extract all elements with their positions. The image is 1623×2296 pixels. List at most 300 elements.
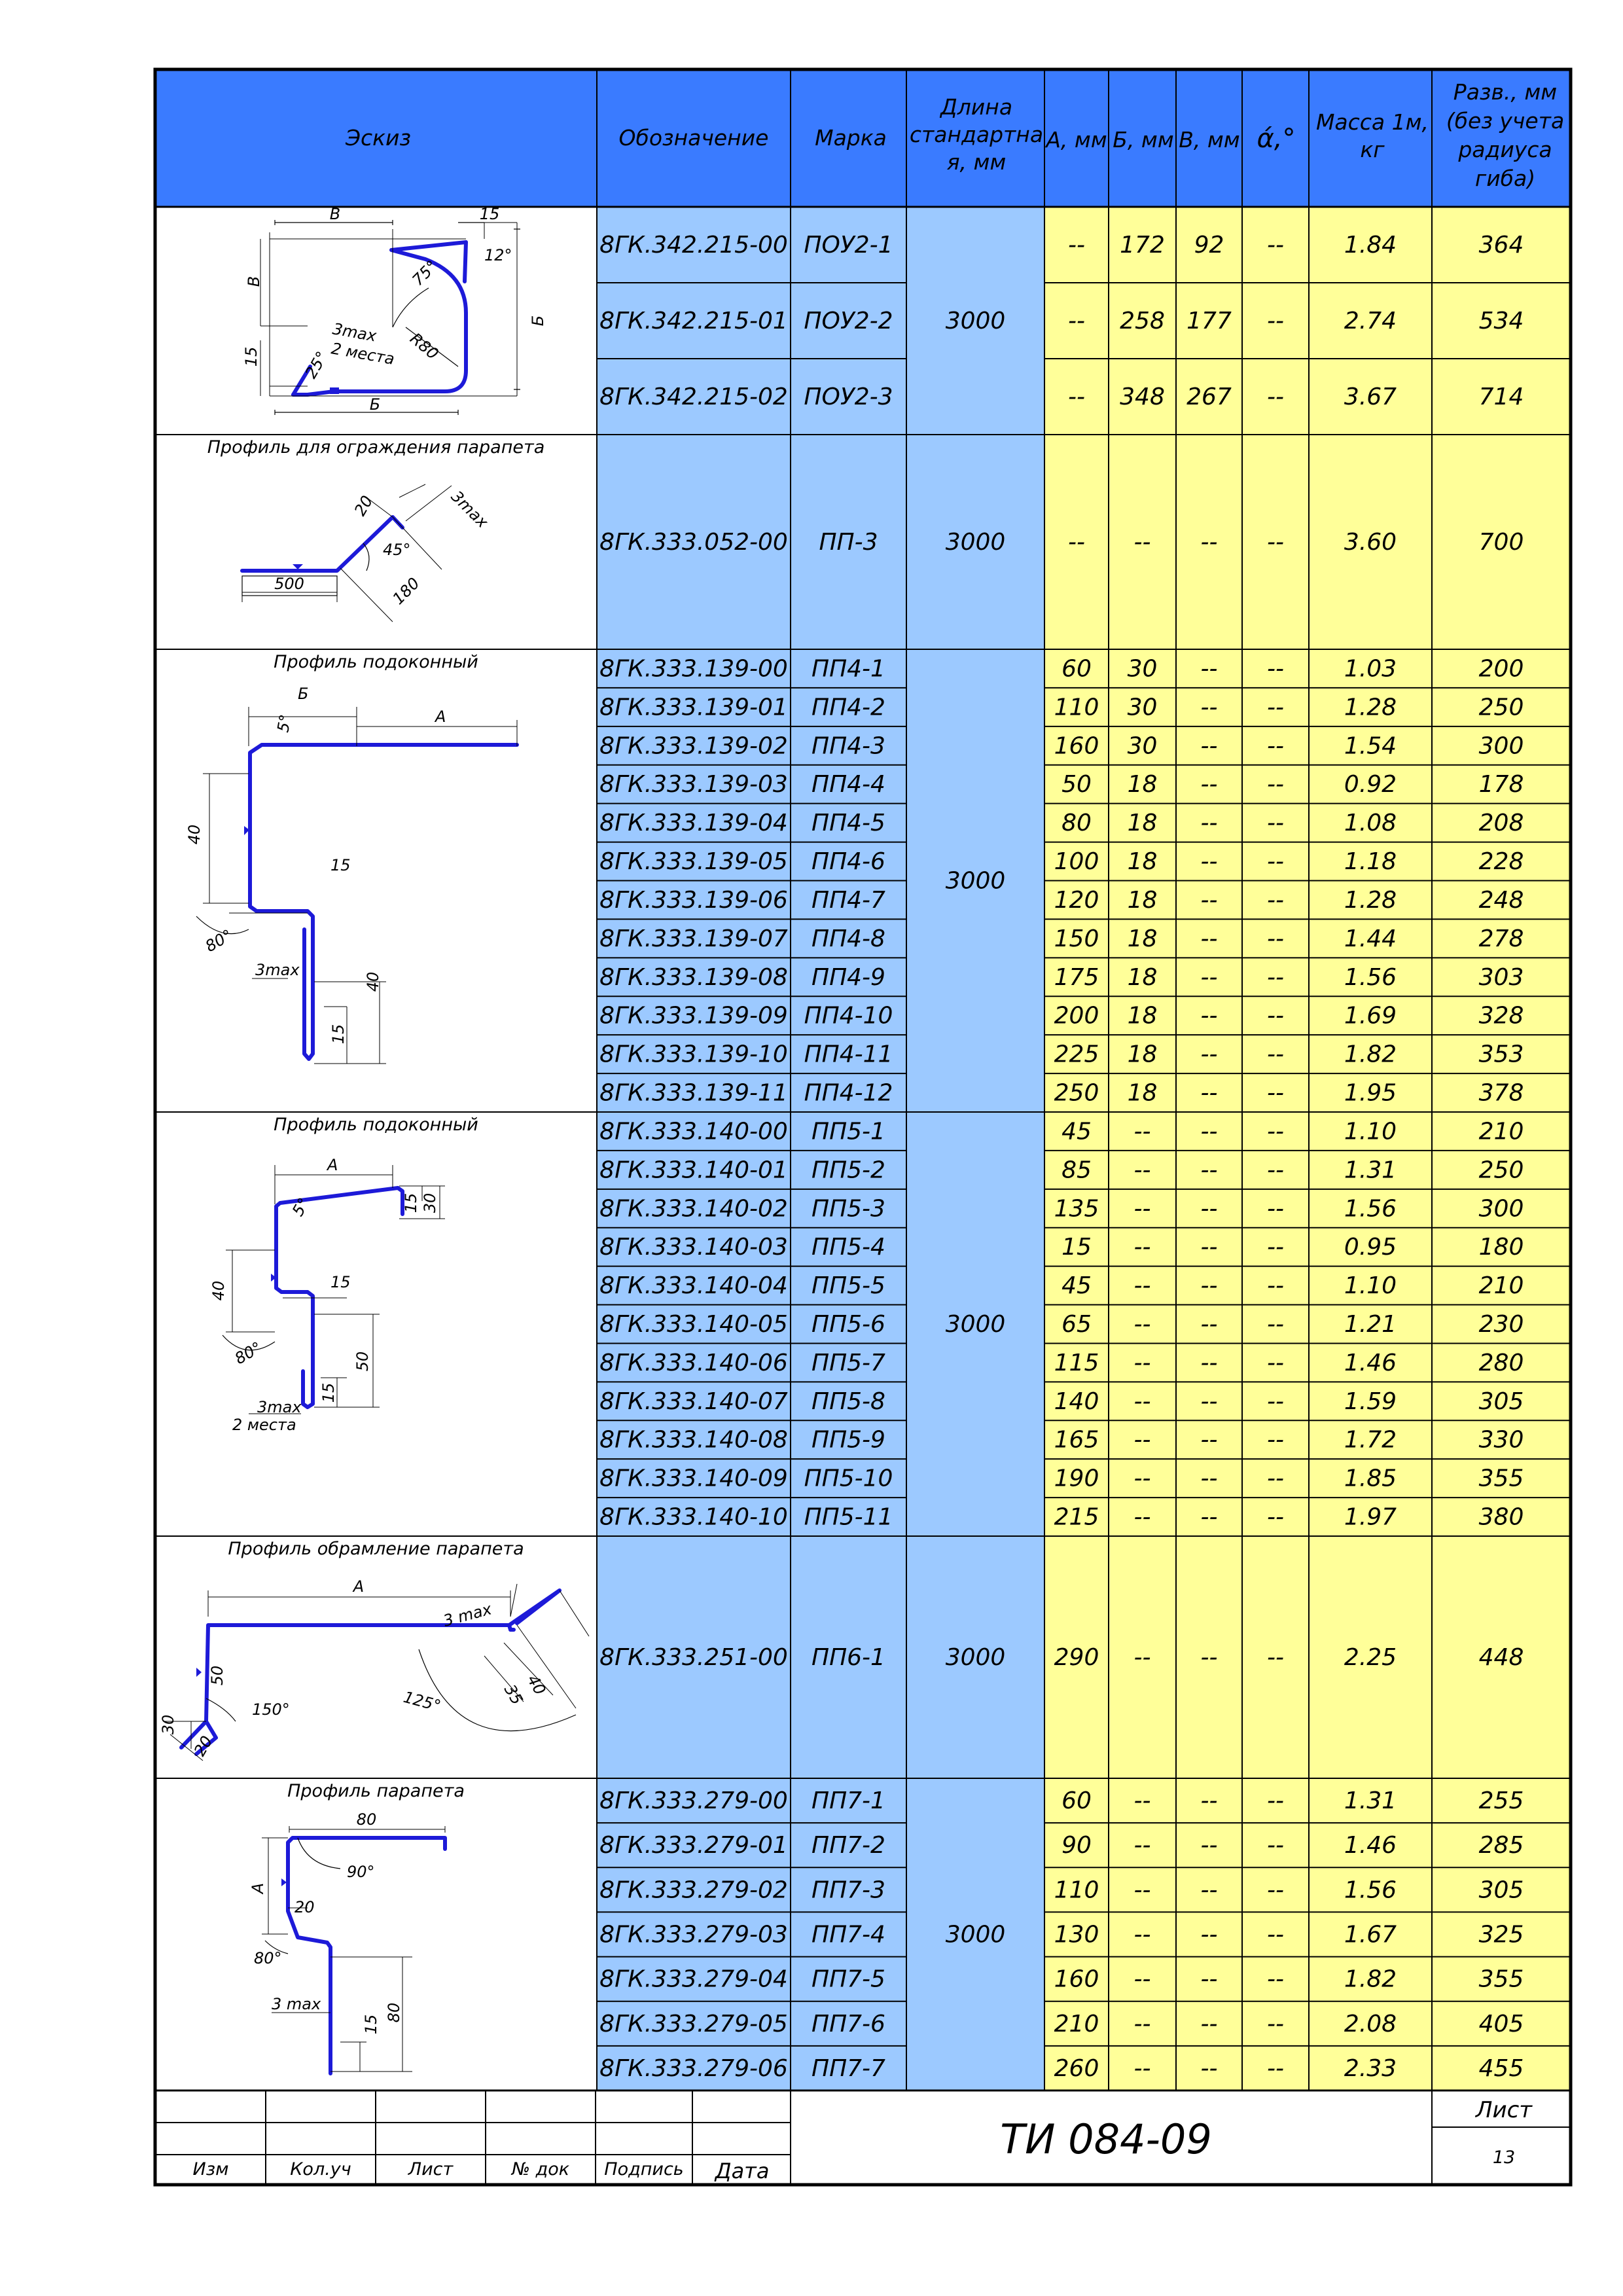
cell-v: -- [1200, 2054, 1218, 2082]
cell-a: 130 [1054, 1921, 1099, 1948]
cell-angle: -- [1267, 1311, 1284, 1338]
cell-v: -- [1200, 694, 1218, 721]
header-mass: Масса 1м, кг [1315, 109, 1429, 162]
cell-b: -- [1133, 2010, 1151, 2037]
dim-20: 20 [350, 492, 377, 519]
cell-angle: -- [1267, 1787, 1284, 1815]
cell-v: -- [1200, 1195, 1218, 1223]
cell-razv: 178 [1478, 771, 1524, 798]
sketch-pp7 [249, 1810, 445, 2073]
cell-b: -- [1133, 1234, 1151, 1261]
cell-code: 8ГК.333.279-04 [599, 1965, 788, 1993]
cell-a: 135 [1054, 1195, 1099, 1223]
cell-v: -- [1200, 2010, 1218, 2037]
cell-razv: 208 [1478, 810, 1524, 837]
dim-3max: 3max [447, 487, 492, 532]
dim-35: 35 [500, 1681, 527, 1708]
cell-a: 120 [1054, 886, 1099, 914]
cell-code: 8ГК.333.139-01 [599, 694, 788, 721]
cell-b: -- [1133, 2054, 1151, 2082]
header-razv: Разв., мм (без учета радиуса гиба) [1446, 79, 1565, 191]
cell-mark: ПП4-7 [812, 886, 885, 914]
cell-angle: -- [1267, 2054, 1284, 2082]
cell-v: -- [1200, 1787, 1218, 1815]
cell-v: -- [1200, 810, 1218, 837]
angle-arc [363, 543, 369, 571]
cell-mass: 1.82 [1344, 1041, 1397, 1068]
sketch-pp3 [242, 484, 492, 622]
sheet-label: Лист [1475, 2097, 1533, 2123]
cell-b: -- [1133, 1272, 1151, 1300]
cell-v: -- [1200, 886, 1218, 914]
cell-mass: 1.28 [1344, 694, 1397, 721]
cell-v: -- [1200, 732, 1218, 760]
dim-v-side: В [245, 276, 263, 287]
cell-a: 250 [1054, 1079, 1099, 1107]
cell-razv: 210 [1478, 1272, 1524, 1300]
cell-code: 8ГК.333.140-06 [599, 1349, 788, 1376]
cell-mark: ПП4-6 [812, 848, 885, 876]
cell-razv: 180 [1478, 1234, 1524, 1261]
cell-b: -- [1133, 1965, 1151, 1993]
tb-col-ndok: № док [511, 2159, 570, 2179]
cell-code: 8ГК.333.279-02 [599, 1876, 788, 1904]
dim-r80: R80 [406, 329, 442, 363]
header-b: Б, мм [1113, 127, 1174, 152]
dim-15: 15 [330, 856, 351, 874]
cell-mark: ПОУ2-2 [804, 308, 893, 334]
dim-b-bottom: Б [369, 395, 381, 414]
cell-code: 8ГК.333.279-06 [599, 2054, 788, 2082]
header-code: Обозначение [618, 125, 769, 151]
cell-mass: 1.72 [1344, 1426, 1397, 1454]
cell-mass: 1.31 [1344, 1157, 1397, 1184]
cell-angle: -- [1267, 1426, 1284, 1454]
cell-mass: 1.67 [1344, 1921, 1397, 1948]
angle-arc-150 [206, 1698, 236, 1721]
cell-v: -- [1200, 1041, 1218, 1068]
sketch-caption: Профиль парапета [287, 1781, 465, 1801]
cell-code: 8ГК.333.140-00 [599, 1118, 788, 1145]
cell-v: -- [1200, 1157, 1218, 1184]
cell-angle: -- [1267, 771, 1284, 798]
cell-mass: 0.95 [1344, 1234, 1397, 1261]
cell-length: 3000 [945, 1644, 1006, 1671]
cell-mark: ПП7-7 [812, 2054, 885, 2082]
angle-arc [393, 288, 429, 327]
dim-a: А [249, 1882, 267, 1894]
cell-length: 3000 [945, 867, 1006, 895]
cell-a: 115 [1054, 1349, 1099, 1376]
header-angle: ά,° [1257, 124, 1296, 154]
cell-angle: -- [1267, 1921, 1284, 1948]
cell-v: -- [1200, 1644, 1218, 1671]
dim-b: Б [298, 685, 309, 703]
sheet-number: 13 [1492, 2147, 1516, 2168]
cell-razv: 380 [1478, 1503, 1524, 1531]
dim-lines [260, 223, 517, 396]
cell-mark: ПП5-6 [812, 1311, 885, 1338]
cell-mark: ПП5-10 [804, 1465, 893, 1492]
cell-razv: 700 [1478, 529, 1524, 556]
cell-razv: 330 [1478, 1426, 1524, 1454]
dim-3max: 3max [255, 961, 300, 979]
cell-b: -- [1133, 1157, 1151, 1184]
cell-v: -- [1200, 963, 1218, 991]
cell-code: 8ГК.333.139-05 [599, 848, 788, 876]
cell-mark: ПП4-3 [812, 732, 885, 760]
dim-2places: 2 места [329, 339, 396, 368]
cell-razv: 455 [1478, 2054, 1524, 2082]
cell-a: 80 [1061, 810, 1092, 837]
sketch-caption: Профиль подоконный [274, 652, 478, 672]
dim-50: 50 [353, 1351, 372, 1372]
cell-angle: -- [1267, 1349, 1284, 1376]
cell-code: 8ГК.333.139-10 [599, 1041, 788, 1068]
dim-30: 30 [159, 1714, 177, 1735]
dim-15a: 15 [402, 1193, 420, 1213]
cell-code: 8ГК.333.139-09 [599, 1002, 788, 1030]
dim-v-top: В [329, 205, 341, 223]
cell-code: 8ГК.333.140-08 [599, 1426, 788, 1454]
cell-a: 50 [1061, 771, 1092, 798]
cell-mark: ПП4-12 [804, 1079, 893, 1107]
cell-code: 8ГК.342.215-02 [599, 384, 788, 410]
cell-a: 210 [1054, 2010, 1099, 2037]
cell-b: 30 [1127, 694, 1158, 721]
cell-v: 92 [1194, 232, 1224, 259]
cell-razv: 228 [1478, 848, 1524, 876]
cell-razv: 303 [1478, 963, 1524, 991]
cell-v: -- [1200, 1465, 1218, 1492]
cell-code: 8ГК.342.215-01 [599, 308, 788, 334]
dim-40b: 40 [364, 971, 382, 992]
cell-a: 290 [1054, 1644, 1099, 1671]
cell-code: 8ГК.333.139-03 [599, 771, 788, 798]
cell-code: 8ГК.333.139-08 [599, 963, 788, 991]
dim-15: 15 [362, 2014, 380, 2035]
tb-col-podpis: Подпись [604, 2159, 684, 2179]
cell-angle: -- [1267, 1465, 1284, 1492]
cell-angle: -- [1267, 1118, 1284, 1145]
cell-code: 8ГК.333.279-03 [599, 1921, 788, 1948]
cell-a: 65 [1061, 1311, 1092, 1338]
profile-line [250, 745, 517, 1059]
dim-a: А [435, 708, 446, 726]
cell-mass: 1.84 [1344, 232, 1397, 259]
dim-150deg: 150° [252, 1700, 290, 1719]
cell-angle: -- [1267, 1644, 1284, 1671]
cell-mass: 1.10 [1344, 1272, 1397, 1300]
cell-mass: 3.67 [1344, 384, 1397, 410]
cell-v: -- [1200, 1002, 1218, 1030]
dim-5deg: 5° [274, 713, 295, 734]
cell-mark: ПП7-4 [812, 1921, 885, 1948]
dim-50: 50 [208, 1665, 226, 1686]
cell-razv: 250 [1478, 1157, 1524, 1184]
profile-top-lip [465, 242, 466, 281]
cell-code: 8ГК.333.139-11 [599, 1079, 788, 1107]
cell-b: 18 [1127, 848, 1158, 876]
cell-angle: -- [1267, 886, 1284, 914]
cell-a: -- [1068, 529, 1085, 556]
cell-a: 100 [1054, 848, 1099, 876]
cell-angle: -- [1267, 1272, 1284, 1300]
cell-a: 85 [1061, 1157, 1092, 1184]
dim-80deg: 80° [202, 925, 236, 956]
cell-razv: 355 [1478, 1965, 1524, 1993]
cell-angle: -- [1267, 1388, 1284, 1415]
cell-b: -- [1133, 1921, 1151, 1948]
dim-180: 180 [389, 574, 423, 609]
cell-a: 165 [1054, 1426, 1099, 1454]
cell-mass: 1.97 [1344, 1503, 1397, 1531]
cell-b: -- [1133, 1832, 1151, 1859]
dim-3max: 3max [330, 319, 378, 346]
doc-number: ТИ 084-09 [1000, 2115, 1212, 2163]
tb-col-koluch: Кол.уч [290, 2159, 351, 2179]
cell-b: 172 [1120, 232, 1165, 259]
tb-col-izm: Изм [192, 2159, 229, 2179]
cell-razv: 250 [1478, 694, 1524, 721]
header-sketch: Эскиз [345, 125, 412, 151]
cell-a: 160 [1054, 732, 1099, 760]
dim-20: 20 [190, 1732, 217, 1759]
cell-mark: ПП5-7 [812, 1349, 885, 1376]
dim-45deg: 45° [383, 541, 411, 559]
cell-razv: 210 [1478, 1118, 1524, 1145]
sketch-pp4 [185, 685, 517, 1064]
cell-a: 110 [1054, 694, 1099, 721]
cell-b: -- [1133, 1195, 1151, 1223]
cell-b: -- [1133, 1503, 1151, 1531]
cell-mark: ПП4-10 [804, 1002, 893, 1030]
cell-angle: -- [1267, 2010, 1284, 2037]
cell-b: -- [1133, 1787, 1151, 1815]
cell-code: 8ГК.333.139-06 [599, 886, 788, 914]
cell-angle: -- [1267, 655, 1284, 683]
dim-500: 500 [274, 575, 304, 593]
cell-v: -- [1200, 1921, 1218, 1948]
cell-b: -- [1133, 1311, 1151, 1338]
cell-b: -- [1133, 1465, 1151, 1492]
dim-3max: 3 max [441, 1600, 494, 1630]
cell-b: 18 [1127, 963, 1158, 991]
cell-v: -- [1200, 1503, 1218, 1531]
title-block [193, 2097, 1533, 2183]
cell-a: 160 [1054, 1965, 1099, 1993]
dim-2places: 2 места [232, 1416, 296, 1434]
cell-b: -- [1133, 1876, 1151, 1904]
angle-arc-125 [419, 1649, 576, 1731]
dim-a: А [327, 1156, 338, 1174]
cell-razv: 305 [1478, 1876, 1524, 1904]
cell-mass: 2.33 [1344, 2054, 1397, 2082]
cell-razv: 328 [1478, 1002, 1524, 1030]
cell-a: 175 [1054, 963, 1099, 991]
cell-mark: ПП7-6 [812, 2010, 885, 2037]
cell-angle: -- [1267, 1876, 1284, 1904]
cell-razv: 405 [1478, 2010, 1524, 2037]
cell-mass: 1.46 [1344, 1832, 1397, 1859]
cell-mark: ПОУ2-3 [804, 384, 893, 410]
cell-v: -- [1200, 1311, 1218, 1338]
dim-5deg: 5° [288, 1194, 313, 1219]
cell-angle: -- [1267, 694, 1284, 721]
header-mark: Марка [815, 125, 887, 151]
cell-b: -- [1133, 1388, 1151, 1415]
cell-v: -- [1200, 925, 1218, 952]
cell-a: 190 [1054, 1465, 1099, 1492]
cell-razv: 300 [1478, 1195, 1524, 1223]
cell-mass: 1.56 [1344, 1195, 1397, 1223]
cell-v: 177 [1186, 308, 1232, 334]
tb-col-data: Дата [715, 2159, 770, 2183]
cell-b: -- [1133, 1426, 1151, 1454]
cell-razv: 364 [1478, 232, 1524, 259]
cell-b: 258 [1120, 308, 1165, 334]
dim-125deg: 125° [401, 1687, 443, 1715]
cell-angle: -- [1267, 1965, 1284, 1993]
cell-mass: 1.69 [1344, 1002, 1397, 1030]
weld-mark [330, 387, 339, 394]
cell-v: -- [1200, 1832, 1218, 1859]
cell-v: -- [1200, 529, 1218, 556]
cell-code: 8ГК.333.140-07 [599, 1388, 788, 1415]
cell-v: -- [1200, 1965, 1218, 1993]
cell-a: 60 [1061, 1787, 1092, 1815]
sketch-pp5 [209, 1156, 445, 1434]
cell-razv: 714 [1478, 384, 1524, 410]
cell-razv: 534 [1478, 308, 1524, 334]
cell-angle: -- [1267, 308, 1284, 334]
cell-a: 150 [1054, 925, 1099, 952]
cell-mass: 1.10 [1344, 1118, 1397, 1145]
cell-code: 8ГК.333.140-05 [599, 1311, 788, 1338]
dim-15c: 15 [319, 1382, 338, 1403]
cell-b: 18 [1127, 1079, 1158, 1107]
profile-line [181, 1590, 560, 1748]
cell-razv: 378 [1478, 1079, 1524, 1107]
cell-b: -- [1133, 529, 1151, 556]
cell-b: 30 [1127, 732, 1158, 760]
dim-80deg: 80° [254, 1949, 282, 1967]
weld-mark [196, 1668, 202, 1677]
cell-a: -- [1068, 308, 1085, 334]
cell-mark: ПП4-2 [812, 694, 885, 721]
cell-razv: 285 [1478, 1832, 1524, 1859]
cell-v: -- [1200, 1272, 1218, 1300]
cell-length: 3000 [945, 1921, 1006, 1948]
sketch-pou2 [242, 205, 547, 415]
cell-mark: ПП5-8 [812, 1388, 885, 1415]
cell-mass: 1.31 [1344, 1787, 1397, 1815]
cell-angle: -- [1267, 1041, 1284, 1068]
cell-razv: 448 [1478, 1644, 1524, 1671]
cell-mass: 2.74 [1344, 308, 1397, 334]
cell-v: -- [1200, 1079, 1218, 1107]
cell-v: -- [1200, 655, 1218, 683]
cell-a: 45 [1061, 1118, 1092, 1145]
dim-15b: 15 [329, 1024, 348, 1045]
weld-mark [293, 564, 303, 569]
cell-v: -- [1200, 848, 1218, 876]
cell-razv: 353 [1478, 1041, 1524, 1068]
cell-mass: 1.03 [1344, 655, 1397, 683]
cell-razv: 280 [1478, 1349, 1524, 1376]
cell-code: 8ГК.333.139-02 [599, 732, 788, 760]
dim-80: 80 [356, 1810, 377, 1829]
dim-40: 40 [523, 1672, 550, 1698]
cell-mass: 2.08 [1344, 2010, 1397, 2037]
cell-v: -- [1200, 1118, 1218, 1145]
cell-razv: 230 [1478, 1311, 1524, 1338]
header-a: А, мм [1046, 127, 1107, 152]
angle-arc-90 [298, 1838, 340, 1869]
cell-length: 3000 [945, 529, 1006, 556]
cell-a: 200 [1054, 1002, 1099, 1030]
cell-angle: -- [1267, 1832, 1284, 1859]
cell-code: 8ГК.333.251-00 [599, 1644, 788, 1671]
cell-mark: ПП4-4 [812, 771, 885, 798]
cell-mark: ПП4-9 [812, 963, 885, 991]
cell-angle: -- [1267, 732, 1284, 760]
sketch-captions [207, 437, 545, 1801]
dim-3max: 3max [257, 1398, 302, 1416]
cell-mass: 1.28 [1344, 886, 1397, 914]
cell-mark: ПП5-11 [804, 1503, 893, 1531]
cell-mass: 1.18 [1344, 848, 1397, 876]
cell-mark: ПП7-3 [812, 1876, 885, 1904]
cell-mark: ПП5-3 [812, 1195, 885, 1223]
cell-razv: 200 [1478, 655, 1524, 683]
cell-mark: ПП7-1 [812, 1787, 885, 1815]
cell-mark: ПП6-1 [812, 1644, 885, 1671]
cell-mark: ПП4-1 [812, 655, 885, 683]
cell-angle: -- [1267, 925, 1284, 952]
dim-3max: 3 max [272, 1995, 321, 2013]
dim-lines [164, 1584, 589, 1761]
dim-b-side: Б [529, 315, 547, 327]
cell-code: 8ГК.333.140-10 [599, 1503, 788, 1531]
cell-mark: ПП4-5 [812, 810, 885, 837]
cell-mass: 1.46 [1344, 1349, 1397, 1376]
sketch-pp6 [159, 1577, 589, 1761]
cell-length: 3000 [945, 1311, 1006, 1338]
cell-b: -- [1133, 1349, 1151, 1376]
cell-v: -- [1200, 1349, 1218, 1376]
dim-40a: 40 [185, 824, 204, 845]
cell-razv: 305 [1478, 1388, 1524, 1415]
cell-a: -- [1068, 384, 1085, 410]
cell-v: -- [1200, 1388, 1218, 1415]
cell-mark: ПП4-11 [804, 1041, 893, 1068]
cell-v: -- [1200, 1234, 1218, 1261]
cell-a: 225 [1054, 1041, 1099, 1068]
cell-angle: -- [1267, 529, 1284, 556]
cell-mark: ПП5-9 [812, 1426, 885, 1454]
sketch-caption: Профиль подоконный [274, 1115, 478, 1135]
dim-12deg: 12° [484, 246, 512, 264]
cell-mass: 0.92 [1344, 771, 1397, 798]
dim-80b: 80 [385, 2002, 403, 2023]
cell-mass: 1.44 [1344, 925, 1397, 952]
cell-angle: -- [1267, 1195, 1284, 1223]
dim-30: 30 [421, 1193, 439, 1213]
cell-mass: 1.54 [1344, 732, 1397, 760]
cell-mark: ПП7-5 [812, 1965, 885, 1993]
dim-20: 20 [294, 1898, 315, 1916]
